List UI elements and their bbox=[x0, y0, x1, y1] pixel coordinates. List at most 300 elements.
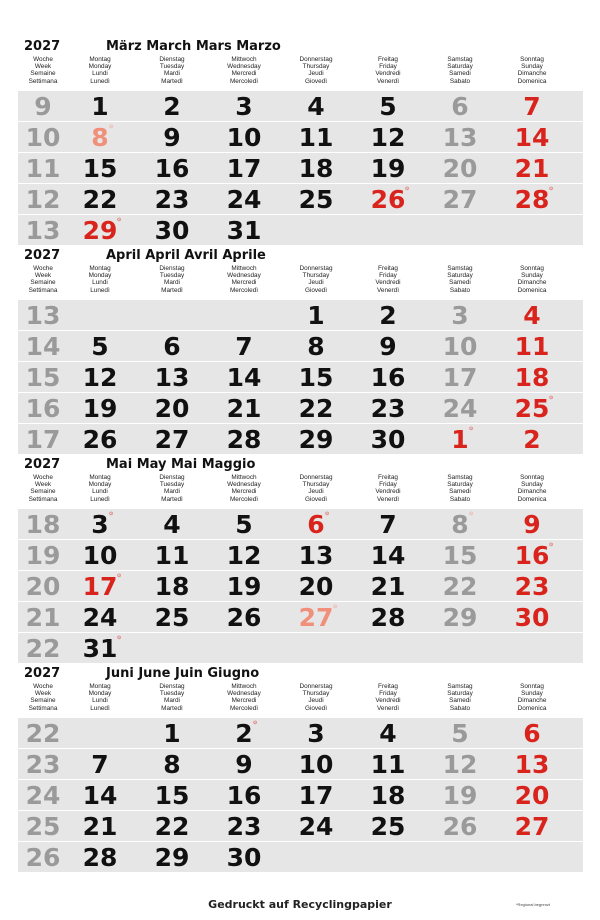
weekday-label: Lunedì bbox=[90, 704, 110, 712]
weekday-header bbox=[291, 474, 341, 503]
weekday-label: Monday bbox=[88, 481, 112, 489]
day-cell: 12 bbox=[370, 123, 406, 152]
day-cell: 9 bbox=[163, 123, 181, 152]
weekday-label: Dienstag bbox=[159, 265, 185, 272]
weekday-label: Lunedì bbox=[90, 77, 110, 85]
week-row bbox=[18, 90, 583, 121]
weekday-label: Martedì bbox=[161, 495, 183, 503]
day-cell: 3 bbox=[451, 301, 469, 330]
week-number: 20 bbox=[25, 572, 61, 601]
week-number: 22 bbox=[25, 634, 61, 663]
day-cell: 23 bbox=[154, 185, 190, 214]
weekday-label: Friday bbox=[379, 272, 397, 280]
week-number: 9 bbox=[34, 92, 52, 121]
day-cell: 21 bbox=[226, 394, 262, 423]
day-cell: 30 bbox=[154, 216, 190, 245]
week-label: Woche bbox=[33, 683, 53, 690]
week-number: 21 bbox=[25, 603, 61, 632]
week-row bbox=[18, 330, 583, 361]
weekday-label: Mercoledì bbox=[229, 77, 259, 85]
weekday-header bbox=[219, 265, 269, 294]
day-cell: 20 bbox=[298, 572, 334, 601]
day-cell: 12 bbox=[442, 750, 478, 779]
weekday-label: Wednesday bbox=[227, 690, 261, 698]
week-number: 17 bbox=[25, 425, 61, 454]
week-column-header bbox=[20, 474, 66, 503]
day-cell: 22 bbox=[154, 812, 190, 841]
regional-mark-icon: ⊙ bbox=[333, 604, 338, 610]
weekday-label: Tuesday bbox=[159, 481, 185, 489]
day-cell: 10 bbox=[442, 332, 478, 361]
week-row bbox=[18, 779, 583, 810]
day-cell: 12 bbox=[82, 363, 118, 392]
week-label: Settimana bbox=[28, 704, 58, 712]
week-number: 22 bbox=[25, 719, 61, 748]
weekday-label: Venerdì bbox=[376, 704, 400, 712]
day-cell: 4 bbox=[379, 719, 397, 748]
day-cell: 16 bbox=[514, 541, 550, 570]
weekday-label: Lunedì bbox=[90, 495, 110, 503]
week-label: Woche bbox=[33, 265, 53, 272]
day-cell: 1 bbox=[91, 92, 109, 121]
day-cell: 7 bbox=[91, 750, 109, 779]
weekday-header bbox=[435, 56, 485, 85]
day-cell: 11 bbox=[514, 332, 550, 361]
weekday-label: Mercredi bbox=[231, 488, 257, 496]
weekday-label: Samedi bbox=[449, 488, 471, 496]
week-row bbox=[18, 508, 583, 539]
weekday-label: Sabato bbox=[449, 495, 471, 503]
day-cell: 2 bbox=[163, 92, 181, 121]
weekday-label: Saturday bbox=[447, 690, 473, 698]
weekday-label: Dienstag bbox=[159, 474, 185, 481]
weekday-label: Jeudi bbox=[308, 279, 324, 287]
day-cell: 13 bbox=[298, 541, 334, 570]
week-label: Week bbox=[34, 481, 52, 489]
week-number: 15 bbox=[25, 363, 61, 392]
day-cell: 14 bbox=[370, 541, 406, 570]
week-label: Settimana bbox=[28, 286, 58, 294]
weekday-header bbox=[147, 265, 197, 294]
weekday-label: Mardi bbox=[164, 697, 180, 705]
regional-note: *Regional begrenzt bbox=[516, 902, 551, 907]
weekday-header bbox=[435, 683, 485, 712]
day-cell: 31 bbox=[82, 634, 118, 663]
week-label: Semaine bbox=[30, 488, 56, 496]
weekday-label: Domenica bbox=[517, 77, 547, 85]
month-header bbox=[18, 663, 583, 717]
day-cell: 2 bbox=[235, 719, 253, 748]
day-cell: 8 bbox=[91, 123, 109, 152]
day-cell: 5 bbox=[451, 719, 469, 748]
week-number: 19 bbox=[25, 541, 61, 570]
weekday-label: Jeudi bbox=[308, 70, 324, 78]
weekday-label: Samstag bbox=[447, 265, 473, 272]
weekday-label: Sonntag bbox=[520, 474, 544, 481]
weekday-label: Dimanche bbox=[517, 279, 547, 287]
weekday-label: Dienstag bbox=[159, 683, 185, 690]
week-row bbox=[18, 539, 583, 570]
day-cell: 3 bbox=[307, 719, 325, 748]
weekday-label: Samstag bbox=[447, 474, 473, 481]
weekday-label: Lundi bbox=[92, 279, 108, 287]
regional-mark-icon: ⊙ bbox=[117, 635, 122, 641]
week-label: Settimana bbox=[28, 495, 58, 503]
day-cell: 8 bbox=[307, 332, 325, 361]
regional-mark-icon: ⊙ bbox=[549, 395, 554, 401]
day-cell: 21 bbox=[514, 154, 550, 183]
weekday-label: Mardi bbox=[164, 279, 180, 287]
week-row bbox=[18, 361, 583, 392]
week-label: Woche bbox=[33, 56, 53, 63]
weekday-label: Freitag bbox=[378, 265, 398, 272]
weekday-label: Wednesday bbox=[227, 272, 261, 280]
day-cell: 10 bbox=[298, 750, 334, 779]
day-cell: 7 bbox=[379, 510, 397, 539]
day-cell: 29 bbox=[82, 216, 118, 245]
day-cell: 17 bbox=[82, 572, 118, 601]
weekday-label: Venerdì bbox=[376, 286, 400, 294]
day-cell: 23 bbox=[226, 812, 262, 841]
week-row bbox=[18, 841, 583, 872]
week-row bbox=[18, 121, 583, 152]
weekday-label: Montag bbox=[89, 56, 111, 63]
day-cell: 10 bbox=[82, 541, 118, 570]
day-cell: 19 bbox=[442, 781, 478, 810]
day-cell: 24 bbox=[82, 603, 118, 632]
weekday-label: Jeudi bbox=[308, 697, 324, 705]
day-cell: 27 bbox=[298, 603, 334, 632]
day-cell: 28 bbox=[226, 425, 262, 454]
weekday-label: Tuesday bbox=[159, 272, 185, 280]
weekday-label: Giovedì bbox=[304, 495, 328, 503]
weekday-header bbox=[147, 474, 197, 503]
weekday-label: Friday bbox=[379, 481, 397, 489]
day-cell: 19 bbox=[370, 154, 406, 183]
day-cell: 15 bbox=[442, 541, 478, 570]
weekday-label: Mardi bbox=[164, 488, 180, 496]
weekday-label: Friday bbox=[379, 63, 397, 71]
weekday-label: Domenica bbox=[517, 286, 547, 294]
regional-mark-icon: ⊙ bbox=[109, 124, 114, 130]
weekday-label: Freitag bbox=[378, 683, 398, 690]
week-number: 10 bbox=[25, 123, 61, 152]
day-cell: 1 bbox=[451, 425, 469, 454]
weekday-label: Lundi bbox=[92, 697, 108, 705]
weekday-label: Giovedì bbox=[304, 77, 328, 85]
day-cell: 26 bbox=[442, 812, 478, 841]
weekday-label: Samedi bbox=[449, 279, 471, 287]
week-number: 18 bbox=[25, 510, 61, 539]
year-label: 2027 bbox=[24, 457, 61, 472]
day-cell: 1 bbox=[307, 301, 325, 330]
week-number: 25 bbox=[25, 812, 61, 841]
weekday-label: Freitag bbox=[378, 474, 398, 481]
weekday-label: Thursday bbox=[302, 481, 330, 489]
regional-mark-icon: ⊙ bbox=[325, 511, 330, 517]
weekday-header bbox=[147, 683, 197, 712]
day-cell: 31 bbox=[226, 216, 262, 245]
week-label: Woche bbox=[33, 474, 53, 481]
week-number: 13 bbox=[25, 216, 61, 245]
day-cell: 4 bbox=[163, 510, 181, 539]
weekday-label: Mittwoch bbox=[231, 474, 257, 481]
weekday-label: Thursday bbox=[302, 690, 330, 698]
day-cell: 28 bbox=[82, 843, 118, 872]
weekday-label: Friday bbox=[379, 690, 397, 698]
footer-text: Gedruckt auf Recyclingpapier bbox=[208, 898, 392, 911]
week-row bbox=[18, 810, 583, 841]
day-cell: 15 bbox=[82, 154, 118, 183]
day-cell: 20 bbox=[514, 781, 550, 810]
day-cell: 22 bbox=[298, 394, 334, 423]
weekday-label: Mercoledì bbox=[229, 286, 259, 294]
day-cell: 14 bbox=[82, 781, 118, 810]
day-cell: 23 bbox=[370, 394, 406, 423]
weekday-header bbox=[219, 683, 269, 712]
weekday-label: Venerdì bbox=[376, 495, 400, 503]
day-cell: 25 bbox=[298, 185, 334, 214]
weekday-label: Monday bbox=[88, 272, 112, 280]
week-number: 11 bbox=[25, 154, 61, 183]
day-cell: 27 bbox=[442, 185, 478, 214]
day-cell: 18 bbox=[370, 781, 406, 810]
weekday-label: Lunedì bbox=[90, 286, 110, 294]
weekday-label: Thursday bbox=[302, 63, 330, 71]
weekday-label: Samedi bbox=[449, 70, 471, 78]
day-cell: 11 bbox=[298, 123, 334, 152]
day-cell: 16 bbox=[370, 363, 406, 392]
weekday-header bbox=[435, 474, 485, 503]
day-cell: 26 bbox=[226, 603, 262, 632]
day-cell: 14 bbox=[226, 363, 262, 392]
weekday-label: Saturday bbox=[447, 481, 473, 489]
weekday-label: Monday bbox=[88, 63, 112, 71]
week-row bbox=[18, 423, 583, 454]
weekday-label: Wednesday bbox=[227, 63, 261, 71]
weekday-header bbox=[147, 56, 197, 85]
weekday-label: Vendredi bbox=[375, 488, 401, 496]
calendar bbox=[18, 36, 583, 872]
weekday-header bbox=[507, 474, 557, 503]
day-cell: 26 bbox=[370, 185, 406, 214]
day-cell: 22 bbox=[82, 185, 118, 214]
weekday-label: Domenica bbox=[517, 495, 547, 503]
day-cell: 9 bbox=[235, 750, 253, 779]
weekday-label: Tuesday bbox=[159, 690, 185, 698]
day-cell: 30 bbox=[514, 603, 550, 632]
regional-mark-icon: ⊙ bbox=[117, 217, 122, 223]
weekday-header bbox=[363, 265, 413, 294]
day-cell: 1 bbox=[163, 719, 181, 748]
week-row bbox=[18, 748, 583, 779]
day-cell: 24 bbox=[442, 394, 478, 423]
day-cell: 7 bbox=[235, 332, 253, 361]
day-cell: 2 bbox=[379, 301, 397, 330]
regional-mark-icon: ⊙ bbox=[469, 511, 474, 517]
weekday-header bbox=[435, 265, 485, 294]
weekday-label: Samstag bbox=[447, 683, 473, 690]
weekday-label: Mercredi bbox=[231, 697, 257, 705]
week-label: Semaine bbox=[30, 279, 56, 287]
month-name: April April Avril Aprile bbox=[106, 248, 266, 263]
month-header bbox=[18, 245, 583, 299]
day-cell: 2 bbox=[523, 425, 541, 454]
day-cell: 30 bbox=[226, 843, 262, 872]
day-cell: 30 bbox=[370, 425, 406, 454]
day-cell: 13 bbox=[442, 123, 478, 152]
weekday-label: Jeudi bbox=[308, 488, 324, 496]
weekday-label: Tuesday bbox=[159, 63, 185, 71]
day-cell: 13 bbox=[154, 363, 190, 392]
weekday-label: Lundi bbox=[92, 488, 108, 496]
weekday-label: Sabato bbox=[449, 704, 471, 712]
day-cell: 9 bbox=[523, 510, 541, 539]
week-label: Week bbox=[34, 690, 52, 698]
week-label: Week bbox=[34, 63, 52, 71]
week-column-header bbox=[20, 265, 66, 294]
weekday-label: Sunday bbox=[521, 690, 543, 698]
day-cell: 21 bbox=[82, 812, 118, 841]
day-cell: 18 bbox=[298, 154, 334, 183]
day-cell: 8 bbox=[163, 750, 181, 779]
day-cell: 23 bbox=[514, 572, 550, 601]
weekday-label: Mardi bbox=[164, 70, 180, 78]
week-label: Settimana bbox=[28, 77, 58, 85]
weekday-label: Sonntag bbox=[520, 265, 544, 272]
weekday-label: Donnerstag bbox=[299, 56, 333, 63]
weekday-label: Montag bbox=[89, 265, 111, 272]
week-label: Week bbox=[34, 272, 52, 280]
weekday-header bbox=[507, 265, 557, 294]
weekday-label: Martedì bbox=[161, 286, 183, 294]
weekday-label: Dimanche bbox=[517, 488, 547, 496]
weekday-label: Giovedì bbox=[304, 286, 328, 294]
day-cell: 21 bbox=[370, 572, 406, 601]
week-column-header bbox=[20, 56, 66, 85]
week-number: 26 bbox=[25, 843, 61, 872]
weekday-label: Montag bbox=[89, 474, 111, 481]
week-row bbox=[18, 183, 583, 214]
week-number: 24 bbox=[25, 781, 61, 810]
week-number: 12 bbox=[25, 185, 61, 214]
day-cell: 17 bbox=[442, 363, 478, 392]
day-cell: 11 bbox=[154, 541, 190, 570]
weekday-header bbox=[507, 56, 557, 85]
day-cell: 29 bbox=[298, 425, 334, 454]
regional-mark-icon: ⊙ bbox=[405, 186, 410, 192]
day-cell: 11 bbox=[370, 750, 406, 779]
day-cell: 6 bbox=[163, 332, 181, 361]
day-cell: 25 bbox=[370, 812, 406, 841]
weekday-label: Mercredi bbox=[231, 70, 257, 78]
weekday-label: Vendredi bbox=[375, 279, 401, 287]
weekday-label: Sunday bbox=[521, 481, 543, 489]
weekday-label: Donnerstag bbox=[299, 683, 333, 690]
month-name: Juni June Juin Giugno bbox=[106, 666, 260, 681]
weekday-label: Vendredi bbox=[375, 70, 401, 78]
day-cell: 17 bbox=[298, 781, 334, 810]
weekday-label: Donnerstag bbox=[299, 265, 333, 272]
month-name: Mai May Mai Maggio bbox=[106, 457, 256, 472]
weekday-label: Sabato bbox=[449, 286, 471, 294]
weekday-header bbox=[75, 56, 125, 85]
weekday-label: Mittwoch bbox=[231, 683, 257, 690]
weekday-header bbox=[507, 683, 557, 712]
day-cell: 29 bbox=[154, 843, 190, 872]
day-cell: 5 bbox=[379, 92, 397, 121]
weekday-label: Saturday bbox=[447, 272, 473, 280]
weekday-header bbox=[363, 683, 413, 712]
regional-mark-icon: ⊙ bbox=[253, 720, 258, 726]
day-cell: 3 bbox=[91, 510, 109, 539]
weekday-label: Vendredi bbox=[375, 697, 401, 705]
year-label: 2027 bbox=[24, 248, 61, 263]
regional-mark-icon: ⊙ bbox=[549, 542, 554, 548]
weekday-label: Venerdì bbox=[376, 77, 400, 85]
weekday-label: Freitag bbox=[378, 56, 398, 63]
weekday-label: Montag bbox=[89, 683, 111, 690]
day-cell: 6 bbox=[523, 719, 541, 748]
day-cell: 29 bbox=[442, 603, 478, 632]
day-cell: 9 bbox=[379, 332, 397, 361]
weekday-label: Samstag bbox=[447, 56, 473, 63]
weekday-header bbox=[291, 683, 341, 712]
day-cell: 17 bbox=[226, 154, 262, 183]
regional-mark-icon: ⊙ bbox=[117, 573, 122, 579]
month-header bbox=[18, 454, 583, 508]
day-cell: 8 bbox=[451, 510, 469, 539]
day-cell: 7 bbox=[523, 92, 541, 121]
day-cell: 18 bbox=[514, 363, 550, 392]
regional-mark-icon: ⊙ bbox=[549, 186, 554, 192]
day-cell: 20 bbox=[442, 154, 478, 183]
day-cell: 27 bbox=[154, 425, 190, 454]
week-number: 14 bbox=[25, 332, 61, 361]
weekday-header bbox=[75, 474, 125, 503]
week-row bbox=[18, 214, 583, 245]
day-cell: 13 bbox=[514, 750, 550, 779]
weekday-label: Wednesday bbox=[227, 481, 261, 489]
week-row bbox=[18, 717, 583, 748]
day-cell: 16 bbox=[154, 154, 190, 183]
week-column-header bbox=[20, 683, 66, 712]
day-cell: 28 bbox=[370, 603, 406, 632]
regional-mark-icon: ⊙ bbox=[469, 426, 474, 432]
day-cell: 14 bbox=[514, 123, 550, 152]
weekday-label: Mercoledì bbox=[229, 495, 259, 503]
day-cell: 26 bbox=[82, 425, 118, 454]
weekday-label: Dimanche bbox=[517, 70, 547, 78]
week-number: 23 bbox=[25, 750, 61, 779]
week-row bbox=[18, 152, 583, 183]
day-cell: 19 bbox=[82, 394, 118, 423]
day-cell: 12 bbox=[226, 541, 262, 570]
weekday-header bbox=[363, 474, 413, 503]
day-cell: 19 bbox=[226, 572, 262, 601]
week-label: Semaine bbox=[30, 70, 56, 78]
weekday-header bbox=[75, 683, 125, 712]
weekday-header bbox=[75, 265, 125, 294]
weekday-label: Martedì bbox=[161, 704, 183, 712]
day-cell: 5 bbox=[91, 332, 109, 361]
weekday-label: Sonntag bbox=[520, 683, 544, 690]
weekday-header bbox=[291, 265, 341, 294]
day-cell: 16 bbox=[226, 781, 262, 810]
weekday-label: Giovedì bbox=[304, 704, 328, 712]
weekday-label: Thursday bbox=[302, 272, 330, 280]
week-row bbox=[18, 299, 583, 330]
